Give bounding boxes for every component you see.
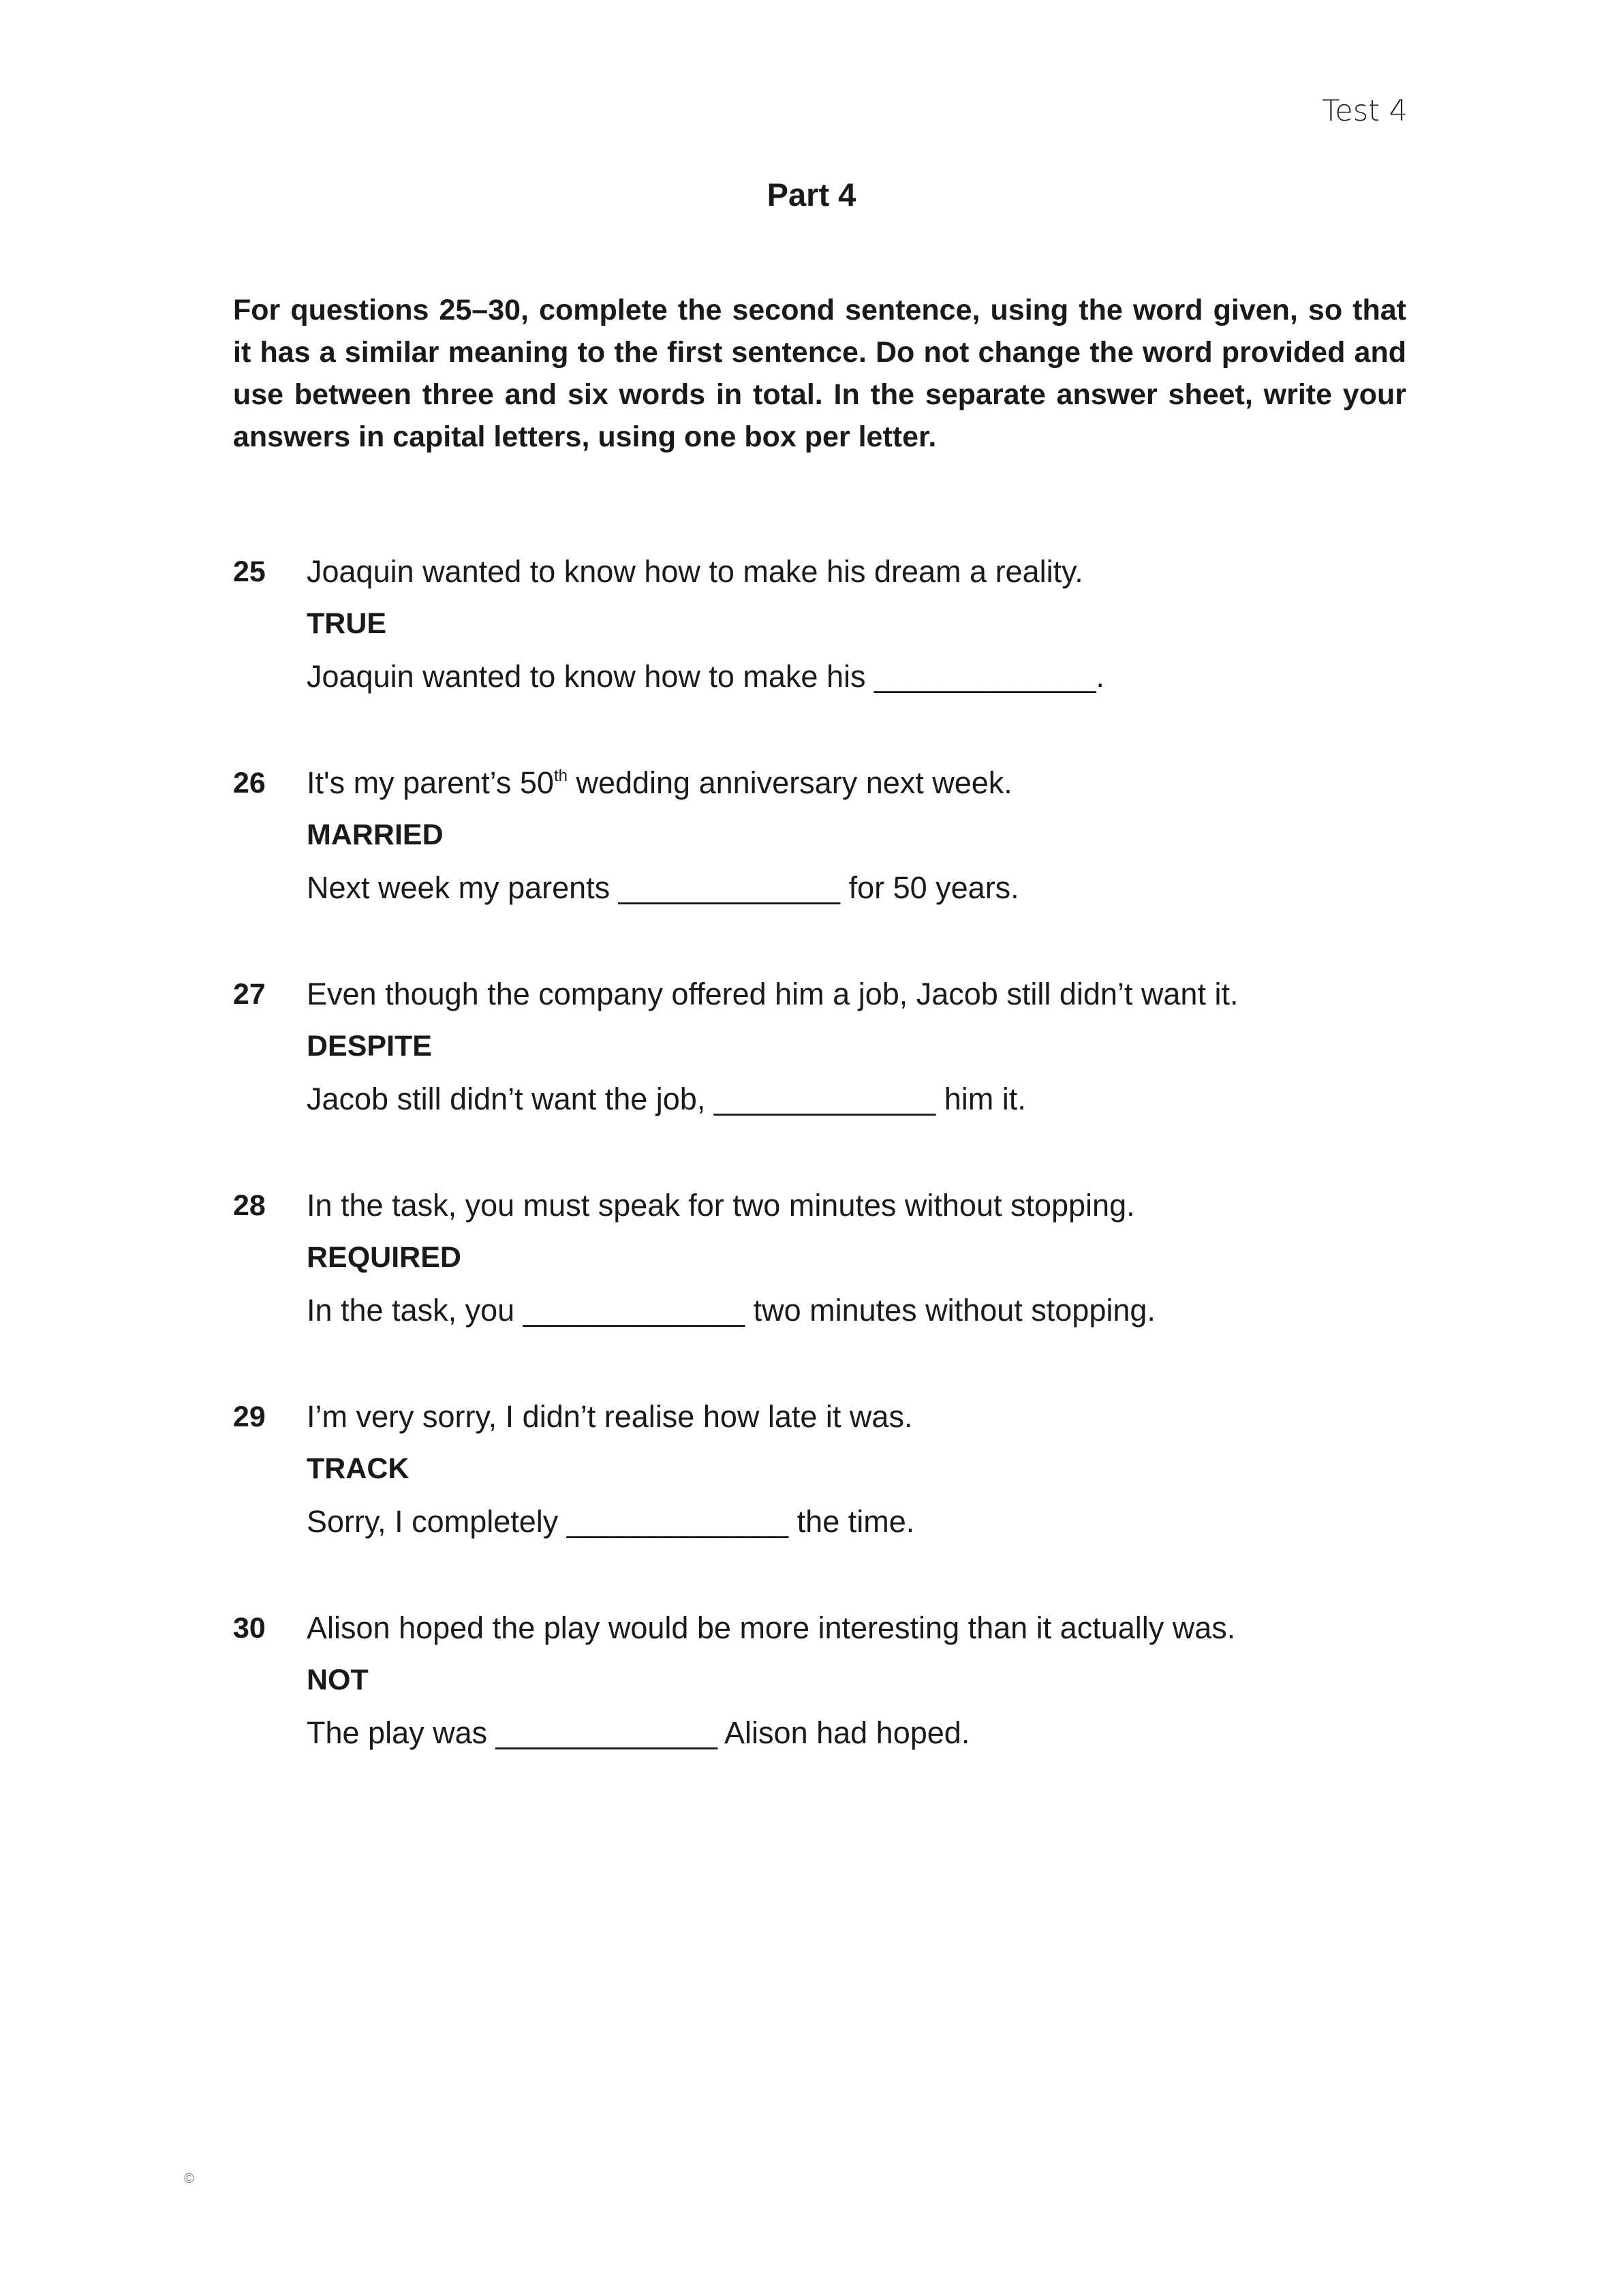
answer-sentence xyxy=(307,1291,1406,1330)
answer-text-after: Alison had hoped. xyxy=(724,1715,970,1750)
answer-text-before: The play was xyxy=(307,1715,488,1750)
question-sentence: I’m very sorry, I didn’t realise how late it was. xyxy=(307,1399,913,1434)
answer-gap: _____________ xyxy=(618,870,841,905)
question-sentence: Alison hoped the play would be more interesting than it actually was. xyxy=(307,1610,1236,1645)
key-word: NOT xyxy=(307,1664,369,1696)
part-title: Part 4 xyxy=(767,177,856,213)
answer-gap: _____________ xyxy=(523,1293,745,1328)
answer-sentence xyxy=(307,1503,1406,1541)
question-sentence: Even though the company offered him a job, Jacob still didn’t want it. xyxy=(307,977,1239,1011)
instructions: For questions 25–30, complete the second sentence, using the word given, so that it has a similar meaning to the first sentence. Do not change the word provided and use between three and six words in total. In the separate answer sheet, write your answers in capital letters, using one box per letter. xyxy=(233,294,1406,453)
question-number: 29 xyxy=(233,1400,266,1433)
answer-text-before: In the task, you xyxy=(307,1293,515,1328)
answer-text-before: Joaquin wanted to know how to make his xyxy=(307,659,866,694)
answer-gap: _____________ xyxy=(566,1504,789,1539)
footer-mark: © xyxy=(184,2171,194,2186)
sentence-text-before: It's my parent’s 50 xyxy=(307,765,554,800)
key-word: TRUE xyxy=(307,607,387,640)
question-number: 28 xyxy=(233,1189,266,1222)
question-number: 27 xyxy=(233,978,266,1011)
key-word: REQUIRED xyxy=(307,1241,461,1274)
answer-gap: _____________ xyxy=(874,659,1096,694)
sentence-text-after: wedding anniversary next week. xyxy=(567,765,1013,800)
answer-text-after: him it. xyxy=(944,1082,1026,1116)
key-word: DESPITE xyxy=(307,1030,432,1062)
answer-text-after: two minutes without stopping. xyxy=(753,1293,1156,1328)
answer-sentence xyxy=(307,1080,1406,1118)
answer-sentence xyxy=(307,1714,1406,1752)
key-word: MARRIED xyxy=(307,818,444,851)
question-number: 26 xyxy=(233,767,266,799)
answer-text-after: for 50 years. xyxy=(848,870,1019,905)
answer-text-after: . xyxy=(1096,659,1104,694)
question-sentence: In the task, you must speak for two minutes without stopping. xyxy=(307,1188,1135,1223)
answer-gap: _____________ xyxy=(495,1715,717,1750)
question-number: 25 xyxy=(233,555,266,588)
question-number: 30 xyxy=(233,1612,266,1644)
answer-text-before: Jacob still didn’t want the job, xyxy=(307,1082,706,1116)
page-header-test-label: Test 4 xyxy=(1322,94,1408,128)
key-word: TRACK xyxy=(307,1452,409,1485)
answer-text-before: Sorry, I completely xyxy=(307,1504,559,1539)
answer-text-after: the time. xyxy=(797,1504,915,1539)
answer-gap: _____________ xyxy=(713,1082,936,1116)
answer-text-before: Next week my parents xyxy=(307,870,610,905)
question-sentence xyxy=(307,764,1406,802)
answer-sentence xyxy=(307,869,1406,907)
question-sentence: Joaquin wanted to know how to make his dream a reality. xyxy=(307,554,1083,589)
answer-sentence xyxy=(307,658,1406,696)
ordinal-suffix: th xyxy=(553,767,568,785)
